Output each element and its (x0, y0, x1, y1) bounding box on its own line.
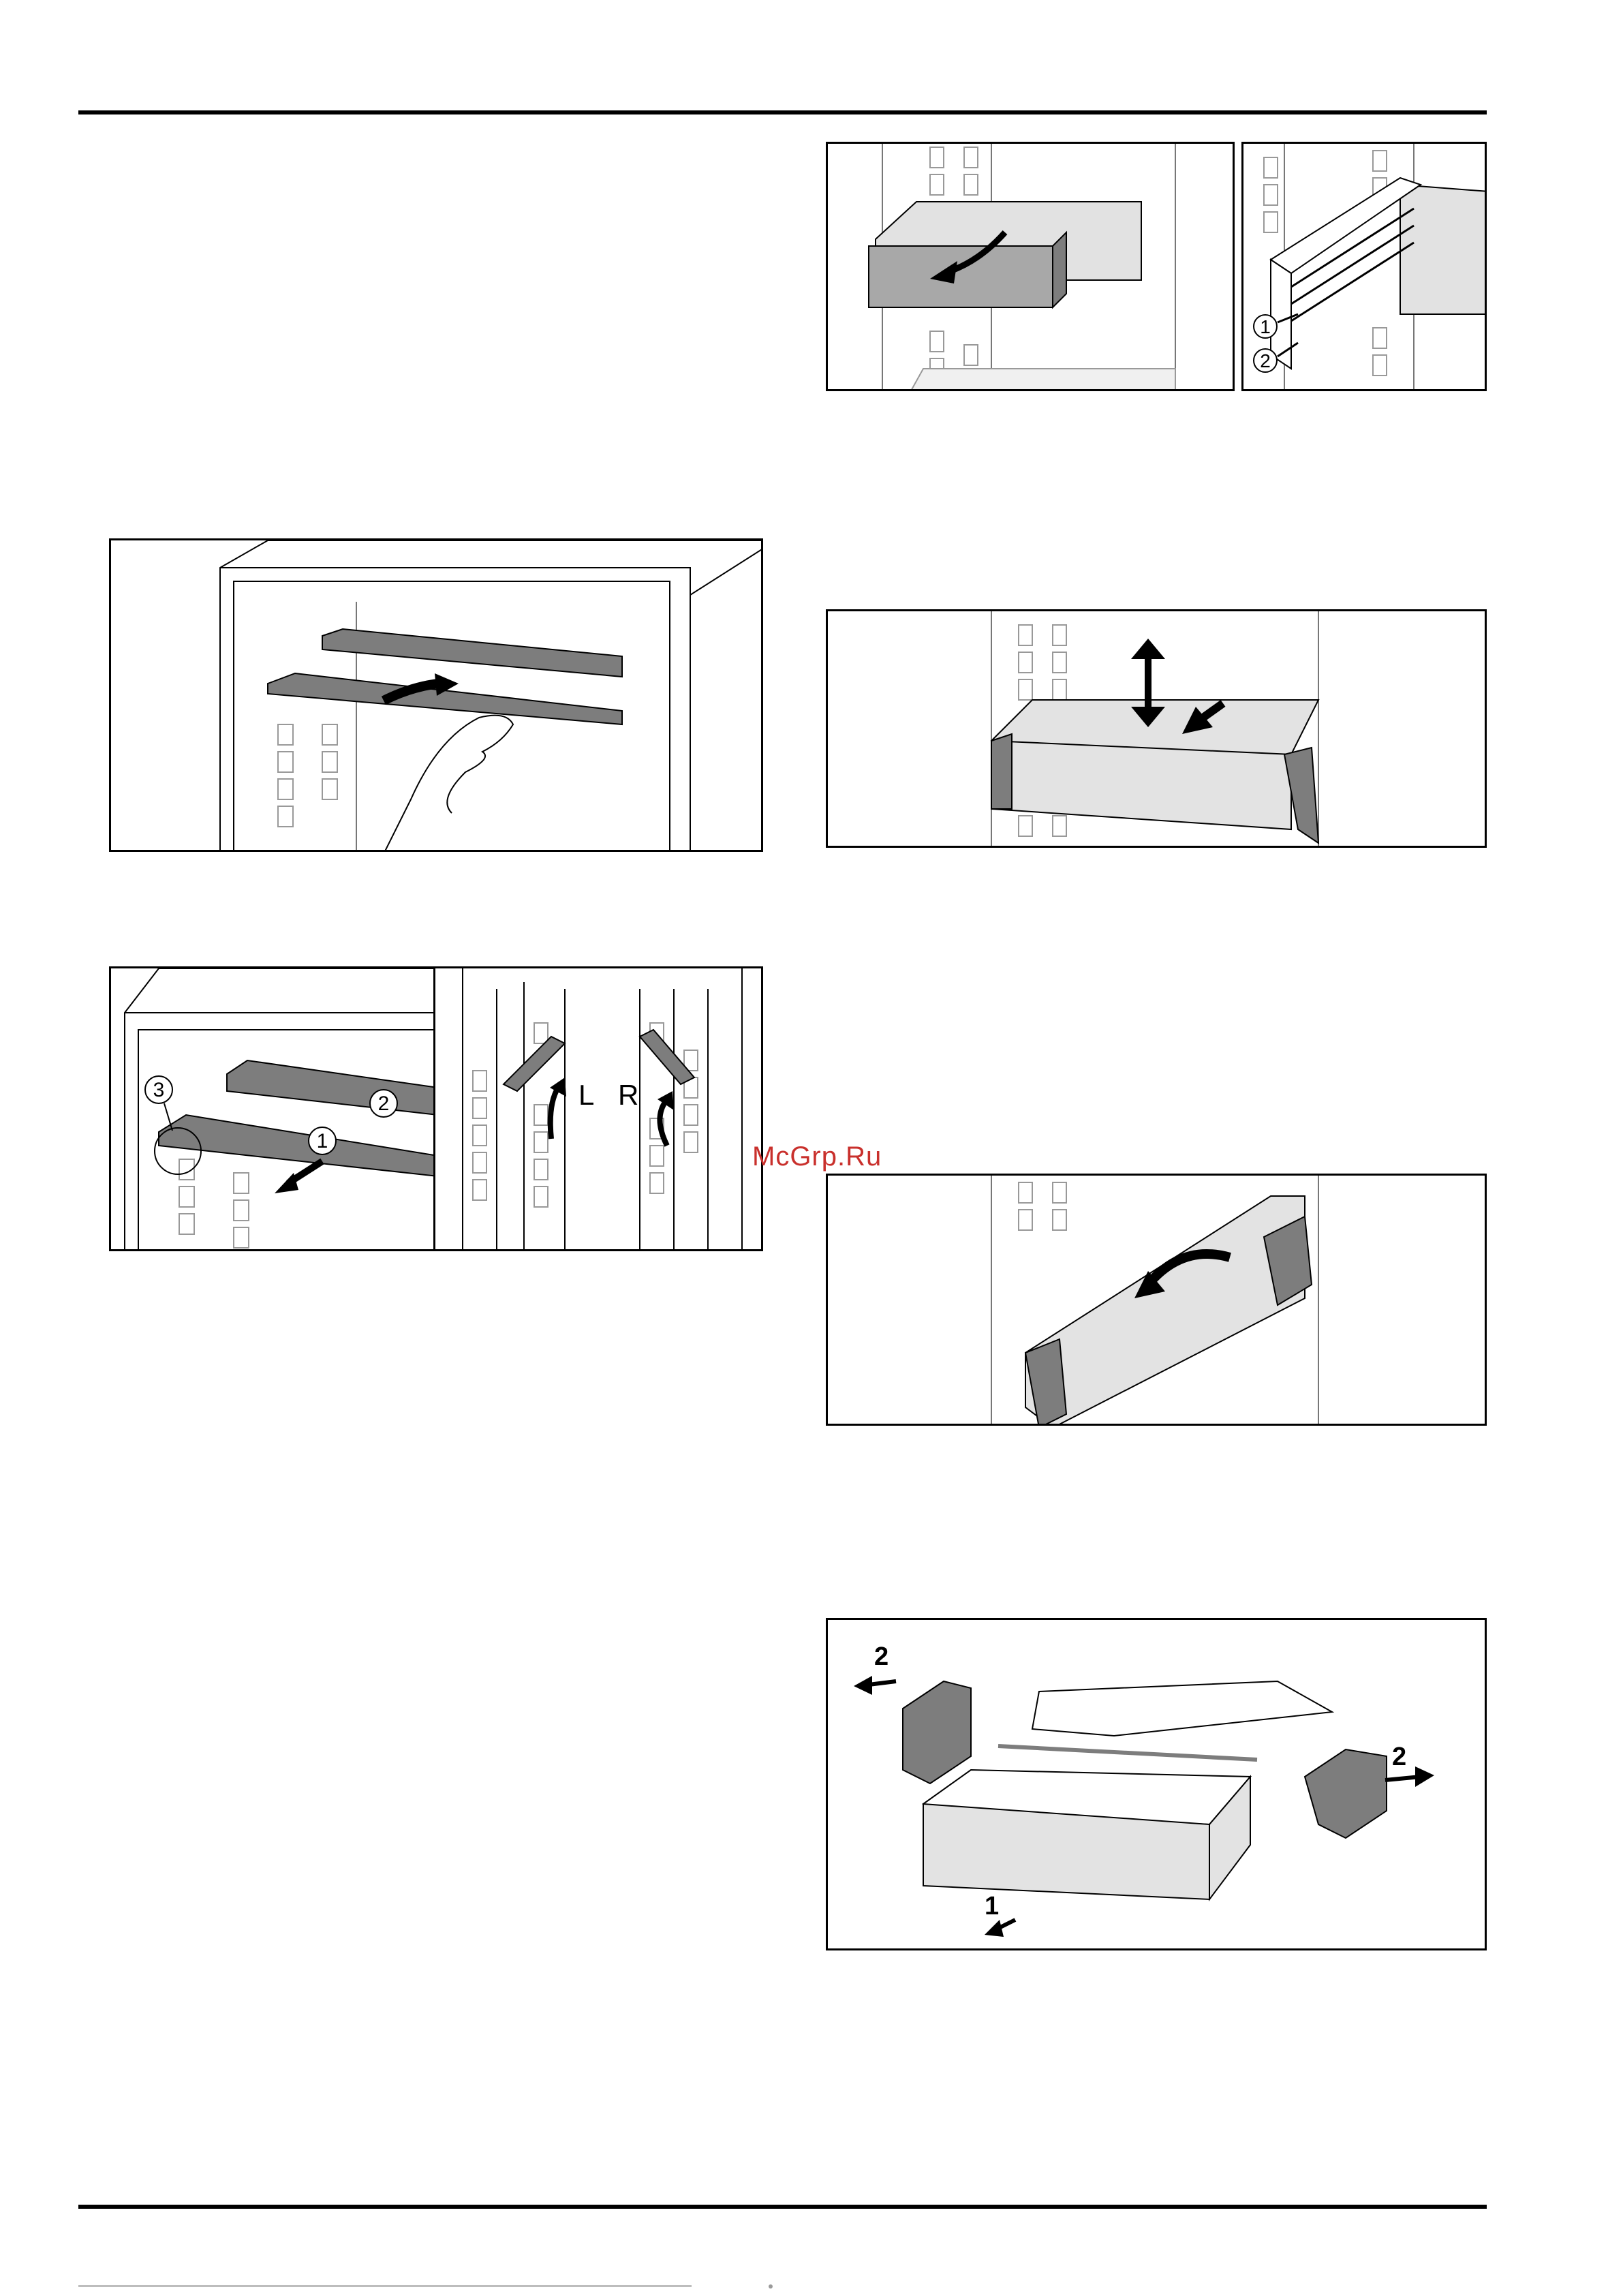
callout-3-label: 3 (153, 1079, 165, 1101)
side-rail-left (903, 1681, 971, 1784)
figure-rail-detail (1241, 142, 1487, 391)
figure-shelf-push (109, 538, 763, 852)
shelf-push-illustration (111, 540, 763, 852)
step-2-left-label: 2 (874, 1642, 889, 1671)
brackets-illustration (435, 968, 763, 1251)
callout-2-label: 2 (377, 1092, 390, 1115)
figure-drawer-removal (826, 142, 1235, 391)
page-edge-dot (769, 2284, 773, 2289)
drawer-removal-illustration (828, 144, 1235, 391)
figure-box-tilt (826, 1174, 1487, 1426)
label-left: L (578, 1079, 595, 1111)
figure-shelf-remove (109, 966, 436, 1251)
box-tilt-illustration (828, 1176, 1487, 1426)
figure-box-move (826, 609, 1487, 848)
figure-brackets (433, 966, 763, 1251)
callout-1-label: 1 (316, 1130, 328, 1152)
box-move-illustration (828, 611, 1487, 848)
callout-2-label: 2 (1260, 350, 1271, 371)
figure-drawer-parts (826, 1618, 1487, 1950)
callout-1-label: 1 (1260, 316, 1271, 337)
footer-rule (78, 2205, 1487, 2209)
rail-detail-illustration (1243, 144, 1487, 391)
shelf-remove-illustration (111, 968, 436, 1251)
step-2-right-label: 2 (1392, 1743, 1407, 1771)
label-right: R (618, 1079, 639, 1111)
page-edge-line (78, 2285, 692, 2287)
bracket-left (504, 1037, 565, 1091)
step-1-label: 1 (985, 1892, 1000, 1920)
side-rail-right (1305, 1749, 1387, 1838)
hand-icon (384, 716, 513, 852)
drawer-parts-illustration (828, 1620, 1487, 1950)
bracket-right (640, 1030, 694, 1084)
watermark: McGrp.Ru (752, 1142, 882, 1172)
header-rule (78, 110, 1487, 114)
